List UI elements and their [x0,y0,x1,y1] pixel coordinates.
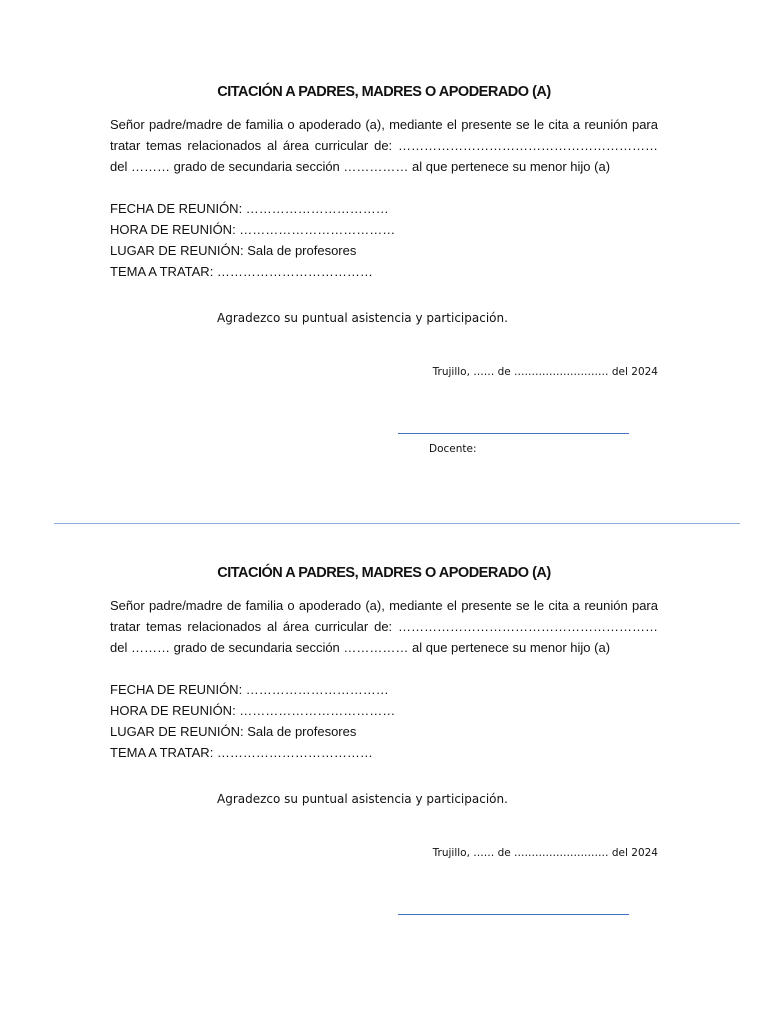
meeting-place-field: LUGAR DE REUNIÓN: Sala de profesores [110,724,357,739]
citation-form-bottom [0,481,768,961]
paragraph-line: del ……… grado de secundaria sección …………… al que pertenece su menor hijo (a) [110,159,611,174]
meeting-place-field: LUGAR DE REUNIÓN: Sala de profesores [110,243,357,258]
signature-line [398,433,629,434]
signature-line [398,914,629,915]
thanks-text: Agradezco su puntual asistencia y participación. [217,311,508,325]
meeting-topic-field: TEMA A TRATAR: ……………………………… [110,745,373,760]
meeting-topic-field: TEMA A TRATAR: ……………………………… [110,264,373,279]
signature-label: Docente: [429,443,477,455]
meeting-date-field: FECHA DE REUNIÓN: …………………………… [110,682,389,697]
paragraph-line: del ……… grado de secundaria sección …………… al que pertenece su menor hijo (a) [110,640,611,655]
paragraph-line: Señor padre/madre de familia o apoderado (a), mediante el presente se le cita a reunión para [110,117,658,132]
form-title: CITACIÓN A PADRES, MADRES O APODERADO (A) [217,565,551,581]
meeting-time-field: HORA DE REUNIÓN: ……………………………… [110,703,396,718]
citation-paragraph [110,595,658,658]
meeting-time-field: HORA DE REUNIÓN: ……………………………… [110,222,396,237]
meeting-date-field: FECHA DE REUNIÓN: …………………………… [110,201,389,216]
citation-form-top [0,0,768,480]
place-date-line: Trujillo, …… de ……………………… del 2024 [432,366,658,378]
form-title: CITACIÓN A PADRES, MADRES O APODERADO (A) [217,84,551,100]
paragraph-line: tratar temas relacionados al área curricular de: …………………………………………………… [110,619,658,634]
meeting-fields [110,679,395,763]
thanks-text: Agradezco su puntual asistencia y participación. [217,792,508,806]
meeting-fields [110,198,395,282]
paragraph-line: tratar temas relacionados al área curricular de: …………………………………………………… [110,138,658,153]
place-date-line: Trujillo, …… de ……………………… del 2024 [432,847,658,859]
paragraph-line: Señor padre/madre de familia o apoderado (a), mediante el presente se le cita a reunión para [110,598,658,613]
citation-paragraph [110,114,658,177]
